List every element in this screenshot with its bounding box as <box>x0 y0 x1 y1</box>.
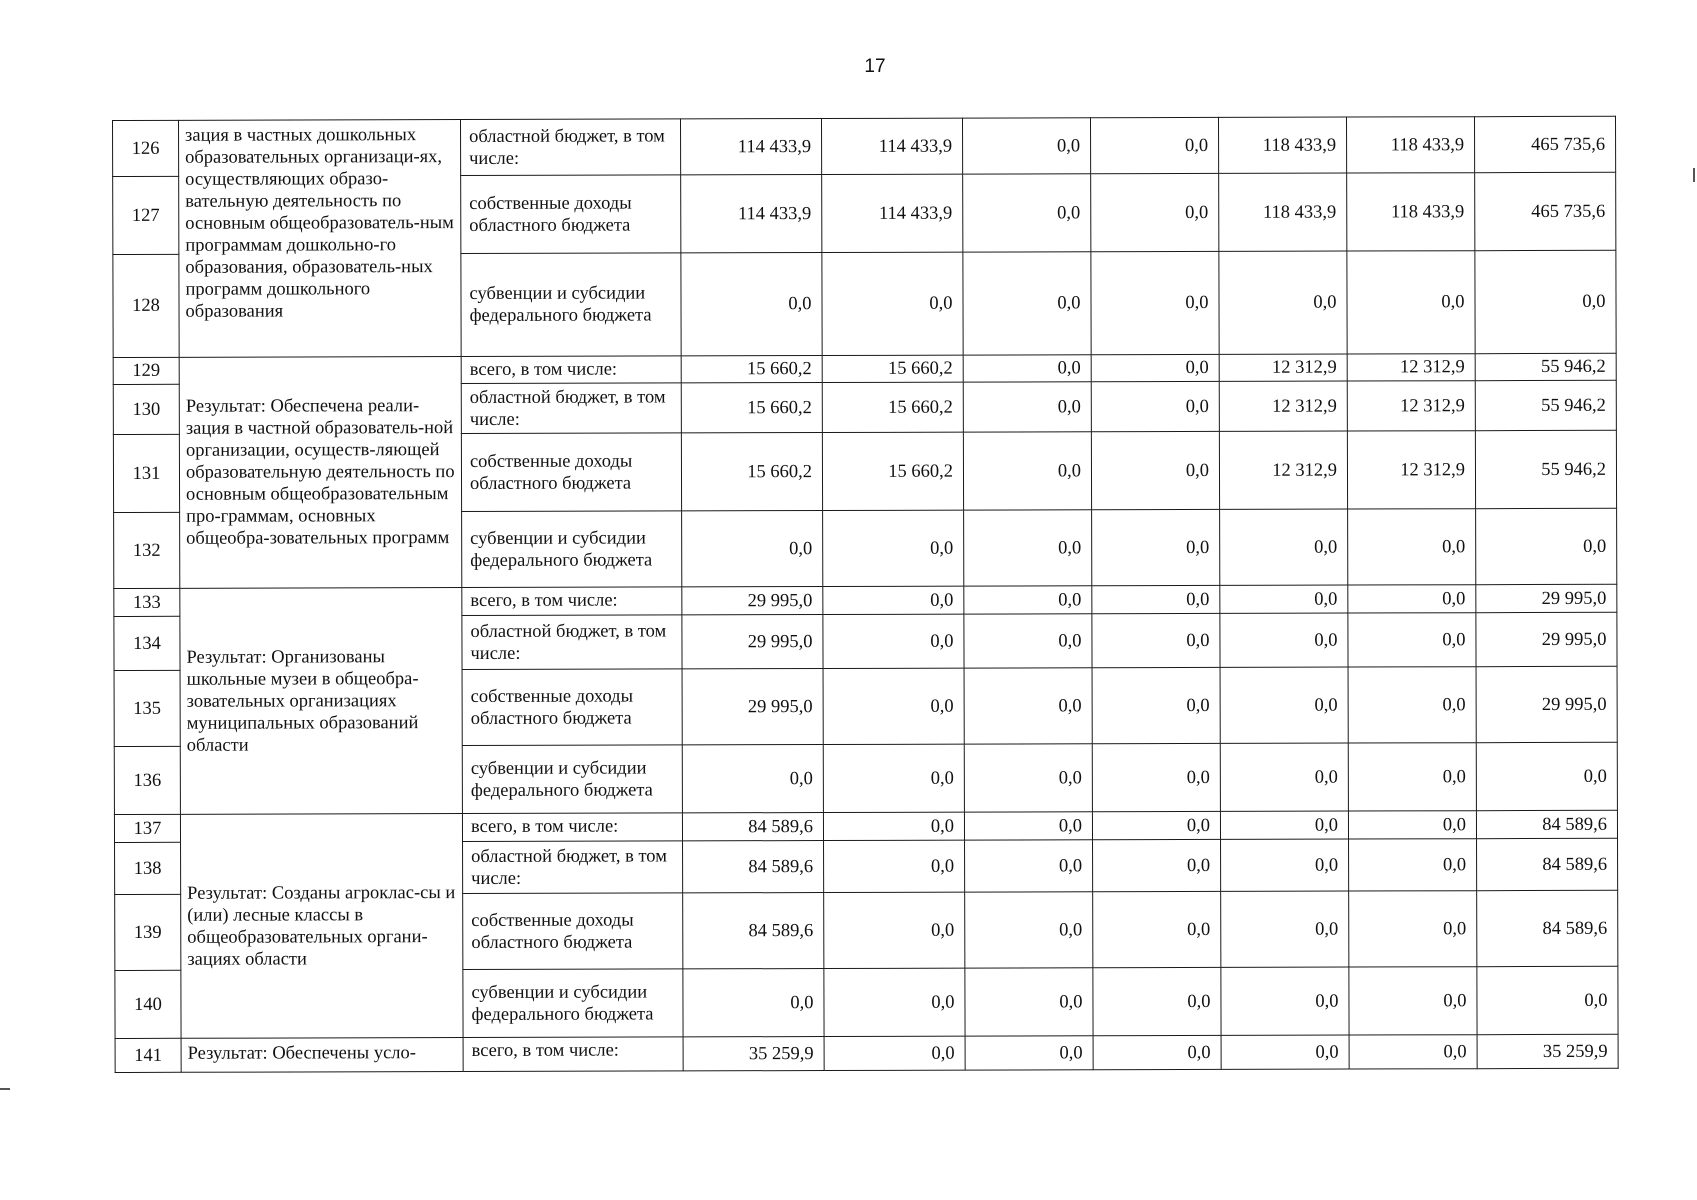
amount-cell: 0,0 <box>1093 839 1221 891</box>
amount-cell: 15 660,2 <box>681 383 822 433</box>
funding-source: областной бюджет, в том числе: <box>461 383 681 434</box>
funding-source: субвенции и субсидии федерального бюджета <box>462 745 682 814</box>
amount-cell: 0,0 <box>1220 811 1348 839</box>
funding-source: всего, в том числе: <box>463 1037 683 1072</box>
amount-cell: 0,0 <box>964 614 1092 668</box>
amount-cell: 12 312,9 <box>1219 381 1347 431</box>
amount-cell: 118 433,9 <box>1218 117 1346 173</box>
amount-cell: 0,0 <box>963 432 1091 510</box>
funding-source: собственные доходы областного бюджета <box>461 433 681 512</box>
amount-cell: 0,0 <box>824 1036 965 1070</box>
amount-cell: 114 433,9 <box>681 175 822 253</box>
amount-cell: 0,0 <box>1220 585 1348 613</box>
result-description: Результат: Обеспечена реали-зация в частной образователь-ной организации, осуществ-ляющей образовательную деятельность по основным общеобразовательным про-граммам, основных общеобра-зовательных программ <box>179 357 462 589</box>
amount-cell: 12 312,9 <box>1219 431 1347 509</box>
amount-cell: 0,0 <box>1348 811 1476 839</box>
amount-cell: 15 660,2 <box>822 355 963 382</box>
amount-cell: 0,0 <box>1220 667 1348 743</box>
amount-cell: 0,0 <box>823 812 964 840</box>
scan-edge-mark <box>1693 168 1695 182</box>
row-number: 130 <box>113 384 179 434</box>
amount-cell: 118 433,9 <box>1346 117 1474 173</box>
amount-cell: 0,0 <box>965 1036 1093 1070</box>
result-description: зация в частных дошкольных образовательных организаци-ях, осуществляющих образо-вательную деятельность по основным общеобразователь-ным программам дошкольно-го образования, образователь-ных программ дошкольного образования <box>179 120 462 358</box>
amount-cell: 0,0 <box>963 382 1091 432</box>
funding-source: собственные доходы областного бюджета <box>462 669 682 746</box>
amount-cell: 0,0 <box>1347 251 1475 354</box>
amount-cell: 0,0 <box>965 968 1093 1036</box>
amount-cell: 0,0 <box>1092 667 1220 743</box>
row-number: 136 <box>114 746 180 814</box>
row-number: 140 <box>115 970 181 1038</box>
amount-cell: 12 312,9 <box>1347 354 1475 381</box>
amount-cell: 0,0 <box>962 118 1090 174</box>
amount-cell: 0,0 <box>1091 173 1219 251</box>
amount-cell: 0,0 <box>964 510 1092 586</box>
amount-cell: 15 660,2 <box>822 382 963 432</box>
amount-cell: 114 433,9 <box>822 174 963 252</box>
funding-source: областной бюджет, в том числе: <box>463 841 683 894</box>
result-description: Результат: Организованы школьные музеи в общеобра-зовательных организациях муниципальных образований области <box>180 588 463 815</box>
amount-cell: 0,0 <box>1348 667 1476 743</box>
funding-source: всего, в том числе: <box>462 813 682 842</box>
amount-cell: 0,0 <box>822 252 963 355</box>
funding-source: всего, в том числе: <box>462 587 682 616</box>
amount-cell: 114 433,9 <box>821 118 962 174</box>
table-row <box>115 1034 1618 1072</box>
amount-cell: 15 660,2 <box>681 433 822 511</box>
amount-cell: 0,0 <box>823 744 964 812</box>
amount-cell: 29 995,0 <box>1476 666 1617 742</box>
amount-cell: 114 433,9 <box>680 119 821 175</box>
amount-cell: 0,0 <box>964 812 1092 840</box>
amount-cell: 0,0 <box>1349 967 1477 1035</box>
amount-cell: 0,0 <box>1349 1035 1477 1069</box>
funding-source: субвенции и субсидии федерального бюджета <box>463 969 683 1038</box>
amount-cell: 55 946,2 <box>1475 353 1616 380</box>
row-number: 129 <box>113 357 179 384</box>
amount-cell: 0,0 <box>1092 811 1220 839</box>
amount-cell: 0,0 <box>964 744 1092 812</box>
amount-cell: 0,0 <box>1090 117 1218 173</box>
table-row <box>114 810 1617 842</box>
amount-cell: 0,0 <box>1476 742 1617 810</box>
amount-cell: 84 589,6 <box>1476 810 1617 838</box>
amount-cell: 0,0 <box>1093 1035 1221 1069</box>
row-number: 138 <box>115 842 181 894</box>
amount-cell: 12 312,9 <box>1347 381 1475 431</box>
amount-cell: 0,0 <box>823 668 964 744</box>
row-number: 139 <box>115 894 181 970</box>
funding-source: субвенции и субсидии федерального бюджета <box>462 511 682 588</box>
amount-cell: 0,0 <box>964 586 1092 614</box>
row-number: 132 <box>114 512 180 588</box>
row-number: 126 <box>113 120 179 176</box>
funding-source: областной бюджет, в том числе: <box>461 119 681 176</box>
amount-cell: 55 946,2 <box>1475 380 1616 430</box>
amount-cell: 55 946,2 <box>1475 430 1616 508</box>
row-number: 133 <box>114 588 180 616</box>
amount-cell: 0,0 <box>1092 743 1220 811</box>
amount-cell: 0,0 <box>1476 508 1617 584</box>
amount-cell: 0,0 <box>1091 251 1219 354</box>
table-row <box>114 584 1617 616</box>
amount-cell: 0,0 <box>1348 613 1476 667</box>
amount-cell: 0,0 <box>1349 891 1477 967</box>
amount-cell: 84 589,6 <box>1477 838 1618 890</box>
amount-cell: 0,0 <box>1220 743 1348 811</box>
amount-cell: 0,0 <box>1477 966 1618 1034</box>
amount-cell: 0,0 <box>1220 613 1348 667</box>
amount-cell: 15 660,2 <box>681 356 822 383</box>
row-number: 127 <box>113 176 179 254</box>
amount-cell: 0,0 <box>823 586 964 614</box>
row-number: 131 <box>113 434 179 512</box>
amount-cell: 84 589,6 <box>683 841 824 893</box>
amount-cell: 12 312,9 <box>1219 354 1347 381</box>
amount-cell: 0,0 <box>1092 613 1220 667</box>
table-row <box>113 116 1616 176</box>
amount-cell: 0,0 <box>963 252 1091 355</box>
amount-cell: 0,0 <box>1092 509 1220 585</box>
amount-cell: 118 433,9 <box>1219 173 1347 251</box>
result-description: Результат: Созданы агроклас-сы и (или) лесные классы в общеобразовательных органи-зациях области <box>180 814 463 1039</box>
amount-cell: 0,0 <box>1091 354 1219 381</box>
amount-cell: 0,0 <box>1092 585 1220 613</box>
amount-cell: 15 660,2 <box>822 432 963 510</box>
amount-cell: 29 995,0 <box>682 587 823 615</box>
amount-cell: 0,0 <box>681 253 822 356</box>
amount-cell: 118 433,9 <box>1347 173 1475 251</box>
amount-cell: 465 735,6 <box>1474 116 1615 172</box>
amount-cell: 0,0 <box>1475 250 1616 353</box>
amount-cell: 0,0 <box>1220 509 1348 585</box>
funding-source: собственные доходы областного бюджета <box>463 893 683 970</box>
amount-cell: 0,0 <box>964 668 1092 744</box>
amount-cell: 0,0 <box>682 745 823 813</box>
amount-cell: 0,0 <box>823 614 964 668</box>
row-number: 128 <box>113 254 179 357</box>
amount-cell: 84 589,6 <box>682 813 823 841</box>
table-row <box>113 353 1616 384</box>
funding-source: областной бюджет, в том числе: <box>462 615 682 670</box>
amount-cell: 35 259,9 <box>1477 1034 1618 1068</box>
amount-cell: 0,0 <box>824 840 965 892</box>
amount-cell: 0,0 <box>963 355 1091 382</box>
amount-cell: 0,0 <box>1221 891 1349 967</box>
row-number: 137 <box>114 814 180 842</box>
amount-cell: 0,0 <box>1091 381 1219 431</box>
row-number: 134 <box>114 616 180 670</box>
amount-cell: 84 589,6 <box>1477 890 1618 966</box>
budget-table <box>112 116 1619 1073</box>
amount-cell: 29 995,0 <box>682 615 823 669</box>
amount-cell: 0,0 <box>963 174 1091 252</box>
amount-cell: 0,0 <box>1219 251 1347 354</box>
amount-cell: 0,0 <box>824 892 965 968</box>
page-number: 17 <box>864 56 886 77</box>
amount-cell: 0,0 <box>823 510 964 586</box>
amount-cell: 0,0 <box>1221 967 1349 1035</box>
amount-cell: 12 312,9 <box>1347 431 1475 509</box>
amount-cell: 0,0 <box>683 969 824 1037</box>
amount-cell: 0,0 <box>1348 509 1476 585</box>
amount-cell: 0,0 <box>1348 743 1476 811</box>
amount-cell: 0,0 <box>682 511 823 587</box>
row-number: 141 <box>115 1038 181 1072</box>
scan-edge-mark <box>0 1088 10 1090</box>
amount-cell: 0,0 <box>824 968 965 1036</box>
amount-cell: 465 735,6 <box>1475 172 1616 250</box>
amount-cell: 29 995,0 <box>1476 584 1617 612</box>
amount-cell: 35 259,9 <box>683 1037 824 1071</box>
row-number: 135 <box>114 670 180 746</box>
funding-source: собственные доходы областного бюджета <box>461 175 681 254</box>
amount-cell: 84 589,6 <box>683 893 824 969</box>
amount-cell: 29 995,0 <box>682 669 823 745</box>
amount-cell: 0,0 <box>1093 967 1221 1035</box>
amount-cell: 0,0 <box>1349 839 1477 891</box>
amount-cell: 0,0 <box>1221 1035 1349 1069</box>
amount-cell: 29 995,0 <box>1476 612 1617 666</box>
funding-source: всего, в том числе: <box>461 356 681 384</box>
amount-cell: 0,0 <box>1221 839 1349 891</box>
amount-cell: 0,0 <box>1348 585 1476 613</box>
amount-cell: 0,0 <box>965 840 1093 892</box>
amount-cell: 0,0 <box>965 892 1093 968</box>
amount-cell: 0,0 <box>1093 891 1221 967</box>
result-description: Результат: Обеспечены усло- <box>181 1038 463 1073</box>
funding-source: субвенции и субсидии федерального бюджета <box>461 253 681 357</box>
amount-cell: 0,0 <box>1091 431 1219 509</box>
